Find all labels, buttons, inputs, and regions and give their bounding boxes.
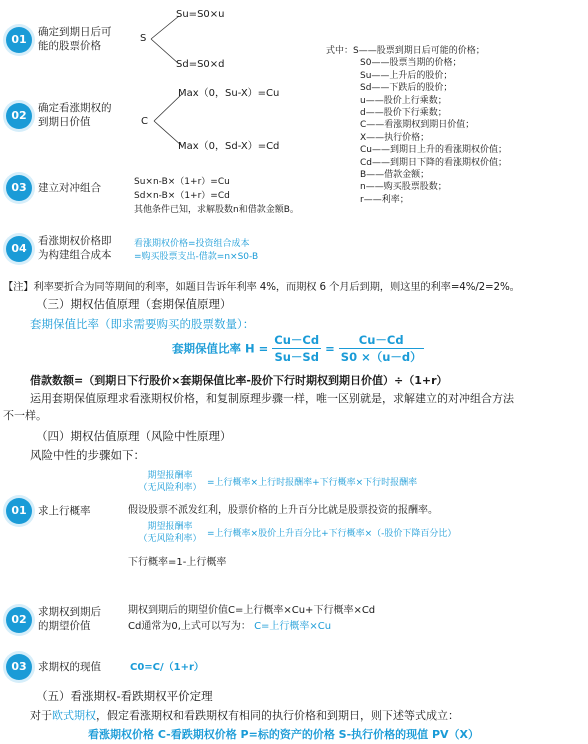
hedge-ratio-lhs: 套期保值比率 H = (172, 341, 269, 356)
section5-title: （五）看涨期权-看跌期权平价定理 (36, 689, 213, 703)
legend-item: Cu——到期日上升的看涨期权价值； (360, 145, 507, 156)
section4-title: （四）期权估值原理（风险中性原理） (36, 429, 232, 443)
cost-line-2: =购买股票支出-借款=n×S0-B (134, 252, 259, 262)
value-tree-up: Max（0，Su-X）=Cu (178, 88, 280, 99)
cost-line-1: 看涨期权价格=投资组合成本 (134, 239, 250, 249)
fraction-2-numerator: Cu－Cd (339, 332, 424, 349)
expected-return-label-2b: （无风险利率） (138, 534, 202, 544)
step-label-02-line1: 确定看涨期权的 (38, 102, 112, 114)
legend-item: Su——上升后的股价； (360, 70, 453, 81)
step-label-01-line2: 能的股票价格 (38, 40, 101, 52)
legend-item: 式中：S——股票到期日后可能的价格； (326, 46, 485, 56)
down-probability: 下行概率=1-上行概率 (128, 557, 227, 568)
expected-return-label-2 (134, 521, 206, 545)
step-label-03: 建立对冲组合 (38, 182, 101, 194)
step-badge-04: 04 (6, 236, 32, 262)
legend-item: u——股价上行乘数； (360, 95, 447, 106)
expected-value-simplified-formula: C=上行概率×Cu (254, 621, 332, 632)
fraction-1-numerator: Cu－Cd (274, 333, 320, 347)
value-tree-root: C (141, 116, 148, 127)
rn-step-label-02-line2: 的期望价值 (38, 620, 91, 632)
expected-value-simplified-text: Cd通常为0,上式可以写为： (128, 621, 251, 632)
present-value-formula: C0=C/（1+r） (130, 662, 204, 673)
hedge-ratio-label: 套期保值比率（即求需要购买的股票数量）： (30, 317, 255, 331)
parity-intro-c: ，假定看涨期权和看跌期权有相同的执行价格和到期日，则下述等式成立： (96, 709, 459, 722)
rn-step-badge-01: 01 (6, 498, 32, 524)
legend-item: Sd——下跌后的股价； (360, 83, 453, 94)
rn-step-badge-03: 03 (6, 654, 32, 680)
hedge-equation-1: Su×n-B×（1+r）=Cu (134, 177, 230, 187)
expected-return-label-1 (134, 470, 206, 494)
step-label-02-line2: 到期日价值 (38, 116, 91, 128)
step-label-04 (38, 234, 112, 262)
risk-neutral-intro: 风险中性的步骤如下： (30, 448, 145, 462)
expected-return-label-1a: 期望报酬率 (147, 471, 193, 481)
variable-legend (326, 43, 507, 204)
expected-return-label-1b: （无风险利率） (138, 483, 202, 493)
fraction-2-denominator: S0 ×（u－d） (340, 350, 422, 364)
hedge-note: 其他条件已知，求解股数n和借款金额B。 (134, 205, 299, 215)
expected-value-simplified (128, 620, 331, 633)
legend-item: S0——股票当期的价格； (360, 58, 462, 69)
legend-item: C——看涨期权到期日价值； (360, 120, 475, 131)
legend-item: Cd——到期日下降的看涨期权价值； (360, 157, 507, 168)
put-call-parity-formula: 看涨期权价格 C-看跌期权价格 P=标的资产的价格 S-执行价格的现值 PV（X） (88, 728, 480, 741)
step-badge-01: 01 (6, 27, 32, 53)
legend-item: r——利率； (360, 194, 409, 205)
step-label-01-line1: 确定到期日后可 (38, 26, 112, 38)
interest-rate-note: 【注】利率要折合为同等期间的利率，如题目告诉年利率 4%，而期权 6 个月后到期，则这里的利率=4%/2=2%。 (3, 281, 520, 293)
step-label-02 (38, 101, 112, 129)
hedge-ratio-fraction-1 (272, 332, 321, 365)
rn-step-label-01: 求上行概率 (38, 505, 91, 517)
rn-step-label-03: 求期权的现值 (38, 661, 101, 673)
step-label-01 (38, 25, 112, 53)
parity-intro-a: 对于 (30, 709, 52, 722)
european-option-term: 欧式期权 (52, 709, 96, 722)
hedge-ratio-formula: 套期保值比率 H = $\frac{Cu-Cd}{Su-Sd}$ = $\frac{Cu-Cd}{S0 \times(u-d)}$ (172, 333, 422, 364)
price-tree-root: S (140, 33, 147, 44)
hedge-equation-2: Sd×n-B×（1+r）=Cd (134, 191, 230, 201)
legend-item: X——执行价格； (360, 132, 430, 143)
expected-return-formula-1: =上行概率×上行时报酬率+下行概率×下行时报酬率 (207, 478, 418, 488)
expected-return-formula-2: =上行概率×股价上升百分比+下行概率×（-股价下降百分比） (207, 529, 457, 539)
parity-intro (30, 707, 459, 723)
assumption-text: 假设股票不派发红利，股票价格的上升百分比就是股票投资的报酬率。 (128, 505, 438, 516)
borrow-formula: 借款数额=（到期日下行股价×套期保值比率-股价下行时期权到期日价值）÷（1+r） (30, 374, 448, 387)
expected-return-label-2a: 期望报酬率 (147, 522, 193, 532)
rn-step-label-02 (38, 605, 101, 633)
rn-step-badge-02: 02 (6, 607, 32, 633)
price-tree-down: Sd=S0×d (176, 59, 225, 70)
section3-title: （三）期权估值原理（套期保值原理） (36, 297, 232, 311)
step-badge-03: 03 (6, 175, 32, 201)
legend-item: n——购买股票股数； (360, 182, 447, 193)
step-label-04-line1: 看涨期权价格即 (38, 235, 112, 247)
value-tree-down: Max（0，Sd-X）=Cd (178, 141, 280, 152)
hedge-ratio-fraction-2 (339, 332, 424, 365)
legend-item: d——股价下行乘数； (360, 107, 447, 118)
expected-value-formula: 期权到期后的期望价值C=上行概率×Cu+下行概率×Cd (128, 605, 376, 616)
legend-item: B——借款金额； (360, 169, 430, 180)
step-badge-02: 02 (6, 103, 32, 129)
step-label-04-line2: 为构建组合成本 (38, 249, 112, 261)
price-tree-up: Su=S0×u (176, 9, 225, 20)
fraction-1-denominator: Su－Sd (274, 350, 319, 364)
usage-text-line1: 运用套期保值原理求看涨期权价格，和复制原理步骤一样，唯一区别就是，求解建立的对冲组合方法 (30, 392, 514, 405)
rn-step-label-02-line1: 求期权到期后 (38, 606, 101, 618)
usage-text-line2: 不一样。 (3, 409, 47, 422)
